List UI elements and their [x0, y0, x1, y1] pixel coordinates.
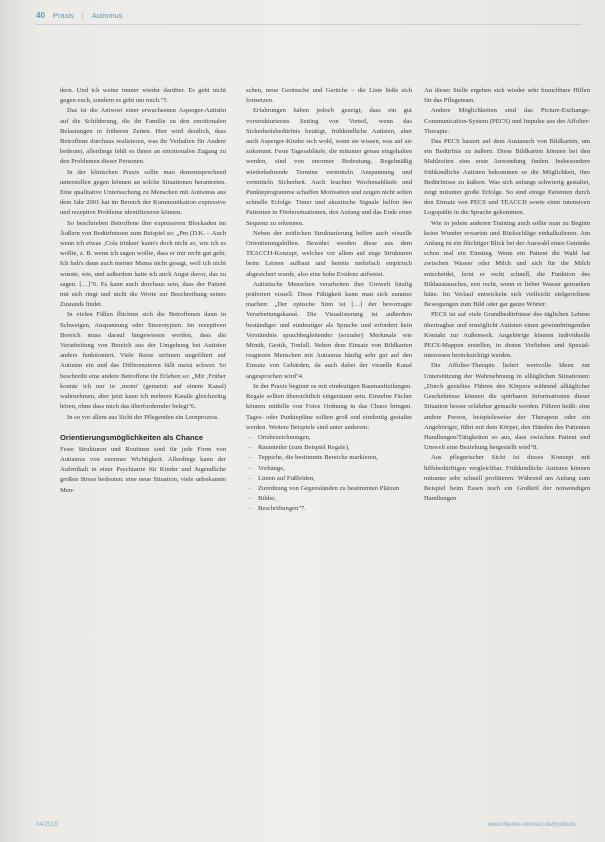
list-item: – Zuordnung von Gegenständen zu bestimmten Plätzen [258, 484, 412, 494]
paragraph: Feste Strukturen und Routinen sind für jede Form von Autismus von enormer Wichtigkeit. Allerdings kann der Aufenthalt in einer Psychiatrie für Kinder und Jugendliche großen Stress bedeuten: eine neue Situation, viele unbekannte Men- [60, 445, 226, 494]
paragraph: In der klinischen Praxis sollte man dementsprechend unterstellen gegen können an solche Situationen herantreten. Eine qualitative Untersuchung zu Menschen mit Autismus aus dem Jahr 2001 hat im Bereich der Kommunikation expressive und rezeptive Probleme identifizieren können. [60, 168, 226, 217]
paragraph: Die Affolter-Therapie liefert wertvolle Ideen zur Unterstützung der Wahrnehmung in alltäglichen Situationen: „Durch gezieltes Führen des Körpers während alltäglicher Geschehnisse können die spürbaren Informationen dieser Situation besser erfahrbar gemacht werden. Führen heißt: eine andere Person, beispielsweise der Therapeut oder ein Angehöriger, führt mit dem Körper, den Händen des Patienten Handlungen/Tätigkeiten so aus, dass zwischen Patient und Umwelt eine Beziehung hergestellt wird"8. [424, 362, 590, 452]
text-column-2 [246, 86, 412, 515]
topic-label: Autismus [91, 10, 123, 20]
paragraph: Das PECS basiert auf dem Austausch von Bildkarten, um ein Bedürfnis zu äußern. Diese Bildkarten können bei den Mahlzeiten eine erste Anwendung finden. Insbesondere frühkindliche Autisten bekommen so die Möglichkeit, ihre Bedürfnisse zu äußern. Was sich anfangs schwierig gestaltet, zeigt mitunter große Erfolge. So sind einige Patienten durch den Einsatz von PECS und TEACCH sowie einer intensiven Logopädie in die Sprache gekommen. [424, 138, 590, 217]
paragraph: Aus pflegerischer Sicht ist dieses Konzept mit hilfsbedürftigen vergleichbar. Frühkindliche Autisten können mitunter sehr schnell profitieren. Während am Anfang zum Beispiel beim Essen noch ein Großteil der notwendigen Handlungen [424, 454, 590, 503]
section-label: Praxis [52, 10, 74, 20]
page-footer [36, 822, 576, 836]
page-header [36, 4, 123, 26]
paragraph: In vielen Fällen flüchten sich die Betroffenen dann in Schweigen, Anspannung oder Stereotypien. Im rezeptiven Bereich muss darauf hingewiesen werden, dass die Verarbeitung von Bereich aus der Umgebung bei Autisten anders funktioniert. Viele Reize strömen ungefiltert auf Autisten ein und das Differenzieren fällt meist schwer. So beschreibt eine andere Betroffene ihr Erleben so: „Mir ‚Früher konnte ich nur in ‚mono' (gemeint: auf einem Kanal) wahrnehmen, aber jetzt kann ich mehrere Kanäle gleichzeitig hören, ohne dass mich das überfordernder belegt"6. [60, 311, 226, 411]
text-column-1 [60, 86, 226, 496]
header-separator: | [81, 10, 84, 20]
list-item: – Bilder, [258, 494, 412, 504]
list-item: – Beschriftungen"7. [258, 504, 412, 514]
list-item: – Raumteiler (zum Beispiel Regale), [258, 443, 412, 453]
paragraph: So beschrieben Betroffene ihre expressiven Blockaden im Äußern von Bedürfnissen zum Beispiel so: „Pm (D.K. – Auch wenn ich etwas ‚Cola trinken' kann's doch nicht so, wie ich es wollte, z. B. wenn ich sagen wollte, dass er mir recht gut geht. Ich hab's dann auch meiner Mama nicht gesagt, weil ich nicht wusste, wie, und außerdem hatte ich auch Angst davor, das zu sagen. […]"6. Es kann auch durchaus sein, dass der Patient mit sich ringt und nicht die Worte zur Beschreibung seines Zustands findet. [60, 219, 226, 309]
paragraph: Erfahrungen haben jedoch gezeigt, dass ein gut vorstrukturiertes Setting von Vorteil, wenn das Sicherheitsbedürfnis betätigt, frühkindliche Autisten, aber auch Asperger-Kinder sich wohl, wenn sie wissen, was auf sie zukommt. Feste Tagesabläufe, die mitunter genau eingehalten werden, sind von enormer Bedeutung. Regelmäßig wiederkehrende Termine vermitteln Anspannung und vermitteln Sicherheit. Auch leuchtet Wochenabläufe und Punkteprogramme schaffen Motivation und zeigen nicht selten schnelle Erfolge. Timer und akustische Signale helfen den Patienten in Fördersituationen, den Anfang und das Ende einer Sequenz zu erkennen. [246, 107, 412, 227]
paragraph: Neben der zeitlichen Strukturierung helfen auch visuelle Orientierungshilfen. Bewährt werden diese aus dem TEACCH-Konzept, welches vor allem auf enge Strukturen beim Lernen aufbaut und bereits mehrfach empirisch abgesichert wurde, also eine hohe Evidenz aufweist. [246, 229, 412, 278]
footer-issue: 04/2015 [36, 822, 58, 828]
header-divider [36, 24, 581, 25]
paragraph: Autistische Menschen verarbeiten ihre Umwelt häufig präferiert visuell. Diese Fähigkeit kann man sich zunutze machen: „Der optische Sinn ist […] der bevorzugte Verarbeitungskanal. Die Visualisierung ist außerdem beständiger und eindeutiger als Sprache und erfordert kein Verständnis sprachbegleitender (sozialer) Merkmale wie Mimik, Gestik, Tonfall. Neben dem Einsatz von Bildkarten reagieren Menschen mit Autismus häufig sehr gut auf den Einsatz von Gebärden, da auch dabei der visuelle Kanal angesprochen wird"4. [246, 280, 412, 380]
list-item: – Ortsbezeichnungen, [258, 433, 412, 443]
list-item: – Teppiche, die bestimmte Bereiche markieren, [258, 453, 412, 463]
paragraph: Wie in jedem anderen Training auch sollte man zu Beginn keine Wunder erwarten und Rückschläge einkalkulieren. Am Anfang ist ein flüchtiger Blick bei der Auswahl eines Getränks schon mal ein Einstieg. Wenn ein Patient die Wahl hat zwischen Wasser oder Milch und sich für die Milch entscheidet, lernt er recht schnell, die Funktion des Bildaustausches, erst recht, wenn er lieber Wasser getrunken hätte. Im Verlauf entwickeln sich vielleicht zielgerichtete Bewegungen zum Bild oder gar ganze Wörter. [424, 219, 590, 309]
paragraph: An dieser Stelle ergeben sich wieder sehr brauchbare Hilfen für das Pflegeteam. [424, 87, 590, 105]
paragraph: In der Praxis beginnt es mit eindeutigen Raumaufteilungen. Regale sollten übersichtlich eingeräumt sein. Einzelne Fächer können mithilfe von Fotos Ordnung in das Chaos bringen. Tages- oder Punktepläne sollten groß und eindeutig gestaltet werden. Weitere Beispiele sind unter anderem: [246, 382, 412, 431]
page-number: 40 [36, 10, 45, 20]
bullet-list [246, 433, 412, 515]
paragraph: Andere Möglichkeiten sind das Picture-Exchange-Communication-System (PECS) und Impulse aus der Affolter-Therapie. [424, 107, 590, 135]
list-item: – Linien auf Fußböden, [258, 474, 412, 484]
paragraph: dern. Und ich weine immer wieder darüber. Es geht nicht gegen euch, sondern es geht um mich."5 [60, 87, 226, 105]
paragraph: schen, neue Geräusche und Gerüche – die Liste ließe sich fortsetzen. [246, 87, 412, 105]
list-item: – Vorhänge, [258, 464, 412, 474]
paragraph: PECS ist auf viele Grundbedürfnisse des täglichen Lebens übertragbar und ermöglicht Autisten einen gewinnbringenden Kontakt zur Außenwelt. Angehörige können individuelle PECS-Mappen erstellen, in denen Vorlieben und Spezial-interessen berücksichtigt werden. [424, 311, 590, 360]
text-column-3 [424, 86, 590, 504]
section-heading: Orientierungsmöglichkeiten als Chance [60, 432, 204, 442]
footer-url: www.thieme-connect.de/products [487, 822, 576, 828]
paragraph: Das ist die Antwort einer erwachsenen Asperger-Autistin auf die Schilderung, die ihr Familie zu den emotionalen Belastungen in früheren Zeiten. Hier wird deutlich, dass Betroffene durchaus realisieren, was ihr Verhalten für Andere bedeutet, allerdings fehlt es ihnen an emotionalen Zugang zu den Problemen dieser Personen. [60, 107, 226, 166]
paragraph: In so vor allem aus Sicht der Pflegenden ein Lernprozess. [67, 413, 219, 421]
